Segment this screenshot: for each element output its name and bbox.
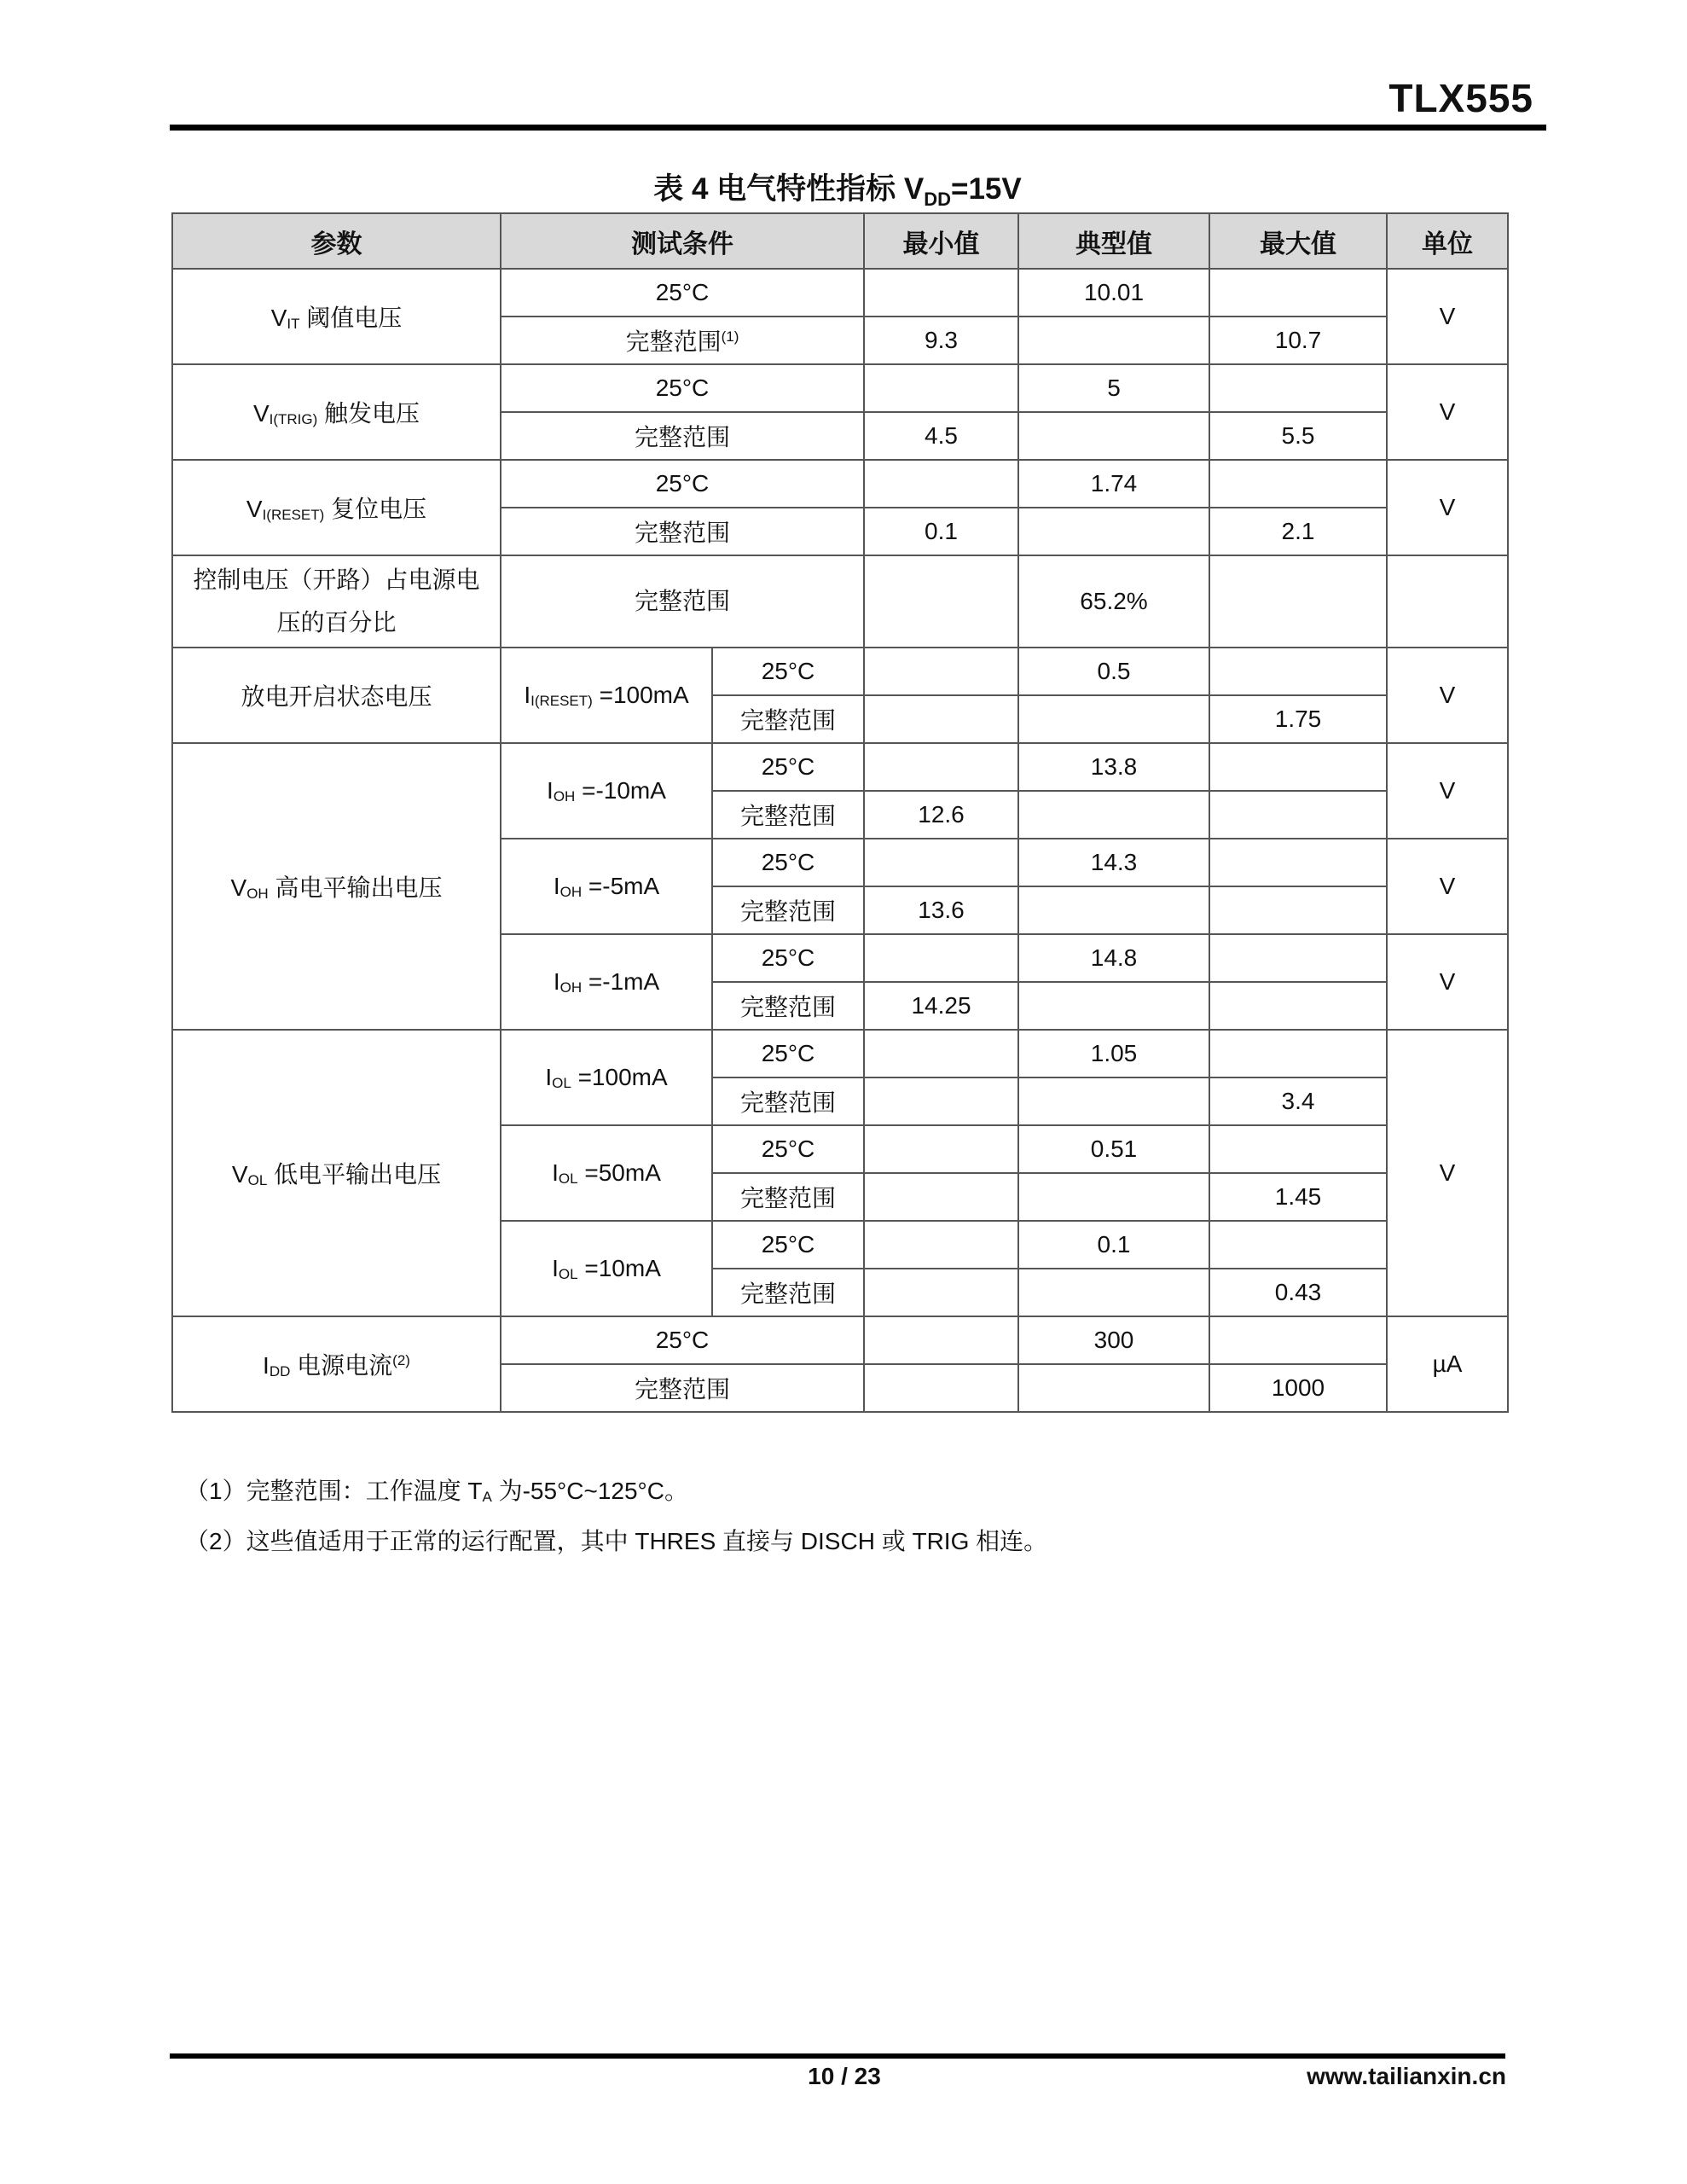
table-row: [172, 743, 1508, 791]
condition-current: $I_{OH} =-10mA$: [501, 743, 712, 839]
param-voh: $V_{OH}$ 高电平输出电压: [172, 743, 501, 1030]
header-condition: 测试条件: [501, 213, 864, 269]
unit-cell: V: [1387, 934, 1508, 1030]
max-cell: [1209, 886, 1387, 934]
typ-cell: [1018, 695, 1209, 743]
min-cell: [864, 695, 1018, 743]
min-cell: [864, 1030, 1018, 1077]
note-1: （1）完整范围：工作温度 $T_A$ 为-55°C~125°C。: [185, 1478, 688, 1505]
min-cell: [864, 1077, 1018, 1125]
typ-cell: 13.8: [1018, 743, 1209, 791]
unit-cell: V: [1387, 460, 1508, 555]
table-notes: [185, 1469, 1047, 1564]
min-cell: 4.5: [864, 412, 1018, 460]
max-cell: 1000: [1209, 1364, 1387, 1412]
unit-cell: V: [1387, 364, 1508, 460]
temp-cell: 完整范围: [712, 791, 864, 839]
max-cell: [1209, 1125, 1387, 1173]
max-cell: [1209, 555, 1387, 648]
unit-cell: V: [1387, 1030, 1508, 1316]
typ-cell: [1018, 982, 1209, 1030]
website-link[interactable]: www.tailianxin.cn: [1307, 2063, 1506, 2089]
document-title: TLX555: [1388, 76, 1533, 120]
param-idd: $I_{DD}$ 电源电流$^{(2)}$: [172, 1316, 501, 1412]
typ-cell: 300: [1018, 1316, 1209, 1364]
temp-cell: 完整范围: [712, 1269, 864, 1316]
typ-cell: 5: [1018, 364, 1209, 412]
header-typ: 典型值: [1018, 213, 1209, 269]
temp-cell: 25°C: [712, 648, 864, 695]
max-cell: [1209, 1221, 1387, 1269]
max-cell: 5.5: [1209, 412, 1387, 460]
condition-cell: 25°C: [501, 1316, 864, 1364]
condition-cell: 25°C: [501, 364, 864, 412]
typ-cell: 10.01: [1018, 269, 1209, 317]
max-cell: [1209, 1030, 1387, 1077]
condition-cell: 完整范围: [501, 412, 864, 460]
param-vtrig: $V_{I(TRIG)}$ 触发电压: [172, 364, 501, 460]
condition-current: $I_{OL} =100mA$: [501, 1030, 712, 1125]
max-cell: [1209, 269, 1387, 317]
typ-cell: 14.8: [1018, 934, 1209, 982]
table-row: [172, 460, 1508, 508]
typ-cell: [1018, 412, 1209, 460]
typ-cell: 0.51: [1018, 1125, 1209, 1173]
header-max: 最大值: [1209, 213, 1387, 269]
table-row: [172, 269, 1508, 317]
unit-cell: [1387, 555, 1508, 648]
condition-cell: 完整范围: [501, 1364, 864, 1412]
header-rule: [170, 125, 1546, 131]
max-cell: [1209, 648, 1387, 695]
temp-cell: 25°C: [712, 1125, 864, 1173]
max-cell: 1.45: [1209, 1173, 1387, 1221]
temp-cell: 25°C: [712, 743, 864, 791]
min-cell: [864, 364, 1018, 412]
temp-cell: 完整范围: [712, 1077, 864, 1125]
typ-cell: [1018, 317, 1209, 364]
min-cell: 9.3: [864, 317, 1018, 364]
param-discharge: 放电开启状态电压: [172, 648, 501, 743]
param-control-voltage: 控制电压（开路）占电源电 压的百分比: [172, 555, 501, 648]
typ-cell: 0.1: [1018, 1221, 1209, 1269]
typ-cell: 65.2%: [1018, 555, 1209, 648]
unit-cell: V: [1387, 648, 1508, 743]
typ-cell: [1018, 1269, 1209, 1316]
min-cell: [864, 1125, 1018, 1173]
param-vol: $V_{OL}$ 低电平输出电压: [172, 1030, 501, 1316]
min-cell: [864, 1221, 1018, 1269]
table-row: [172, 555, 1508, 648]
page-number: 10 / 23: [808, 2063, 881, 2089]
unit-cell: V: [1387, 269, 1508, 364]
min-cell: [864, 743, 1018, 791]
unit-cell: V: [1387, 743, 1508, 839]
temp-cell: 25°C: [712, 839, 864, 886]
min-cell: [864, 269, 1018, 317]
max-cell: [1209, 1316, 1387, 1364]
max-cell: 1.75: [1209, 695, 1387, 743]
unit-cell: V: [1387, 839, 1508, 934]
condition-cell: 完整范围: [501, 508, 864, 555]
max-cell: [1209, 934, 1387, 982]
table-caption: 表 4 电气特性指标 $V_{DD}=15V$: [653, 172, 1022, 210]
min-cell: [864, 1316, 1018, 1364]
temp-cell: 25°C: [712, 1221, 864, 1269]
max-cell: 3.4: [1209, 1077, 1387, 1125]
min-cell: 13.6: [864, 886, 1018, 934]
typ-cell: 14.3: [1018, 839, 1209, 886]
max-cell: [1209, 460, 1387, 508]
typ-cell: [1018, 791, 1209, 839]
min-cell: [864, 460, 1018, 508]
condition-cell: 25°C: [501, 460, 864, 508]
max-cell: [1209, 364, 1387, 412]
temp-cell: 25°C: [712, 1030, 864, 1077]
typ-cell: 1.74: [1018, 460, 1209, 508]
param-vit: $V_{IT}$ 阈值电压: [172, 269, 501, 364]
min-cell: [864, 555, 1018, 648]
table-row: [172, 648, 1508, 695]
typ-cell: 1.05: [1018, 1030, 1209, 1077]
condition-cell: 完整范围$^{(1)}$: [501, 317, 864, 364]
table-row: [172, 364, 1508, 412]
max-cell: [1209, 982, 1387, 1030]
condition-current: $I_{OH} =-1mA$: [501, 934, 712, 1030]
table-row: [172, 1030, 1508, 1077]
table-header-row: [172, 213, 1508, 269]
typ-cell: [1018, 886, 1209, 934]
condition-current: $I_{I(RESET)} =100mA$: [501, 648, 712, 743]
typ-cell: [1018, 508, 1209, 555]
header-unit: 单位: [1387, 213, 1508, 269]
condition-cell: 25°C: [501, 269, 864, 317]
min-cell: 12.6: [864, 791, 1018, 839]
condition-current: $I_{OL} =50mA$: [501, 1125, 712, 1221]
typ-cell: [1018, 1173, 1209, 1221]
temp-cell: 完整范围: [712, 1173, 864, 1221]
condition-current: $I_{OH} =-5mA$: [501, 839, 712, 934]
min-cell: [864, 1269, 1018, 1316]
header-min: 最小值: [864, 213, 1018, 269]
min-cell: [864, 648, 1018, 695]
min-cell: [864, 1173, 1018, 1221]
header-param: 参数: [172, 213, 501, 269]
note-2: （2）这些值适用于正常的运行配置，其中 THRES 直接与 DISCH 或 TRIG 相连。: [185, 1528, 1048, 1554]
typ-cell: [1018, 1364, 1209, 1412]
min-cell: [864, 934, 1018, 982]
condition-cell: 完整范围: [501, 555, 864, 648]
min-cell: [864, 1364, 1018, 1412]
max-cell: [1209, 743, 1387, 791]
max-cell: [1209, 791, 1387, 839]
unit-cell: µA: [1387, 1316, 1508, 1412]
typ-cell: 0.5: [1018, 648, 1209, 695]
electrical-characteristics-table: [171, 212, 1509, 1413]
temp-cell: 完整范围: [712, 982, 864, 1030]
table-row: [172, 1316, 1508, 1364]
temp-cell: 完整范围: [712, 886, 864, 934]
max-cell: 0.43: [1209, 1269, 1387, 1316]
temp-cell: 25°C: [712, 934, 864, 982]
max-cell: 2.1: [1209, 508, 1387, 555]
min-cell: [864, 839, 1018, 886]
condition-current: $I_{OL} =10mA$: [501, 1221, 712, 1316]
min-cell: 14.25: [864, 982, 1018, 1030]
max-cell: [1209, 839, 1387, 886]
max-cell: 10.7: [1209, 317, 1387, 364]
min-cell: 0.1: [864, 508, 1018, 555]
temp-cell: 完整范围: [712, 695, 864, 743]
footer-rule: [170, 2053, 1505, 2059]
param-vreset: $V_{I(RESET)}$ 复位电压: [172, 460, 501, 555]
typ-cell: [1018, 1077, 1209, 1125]
